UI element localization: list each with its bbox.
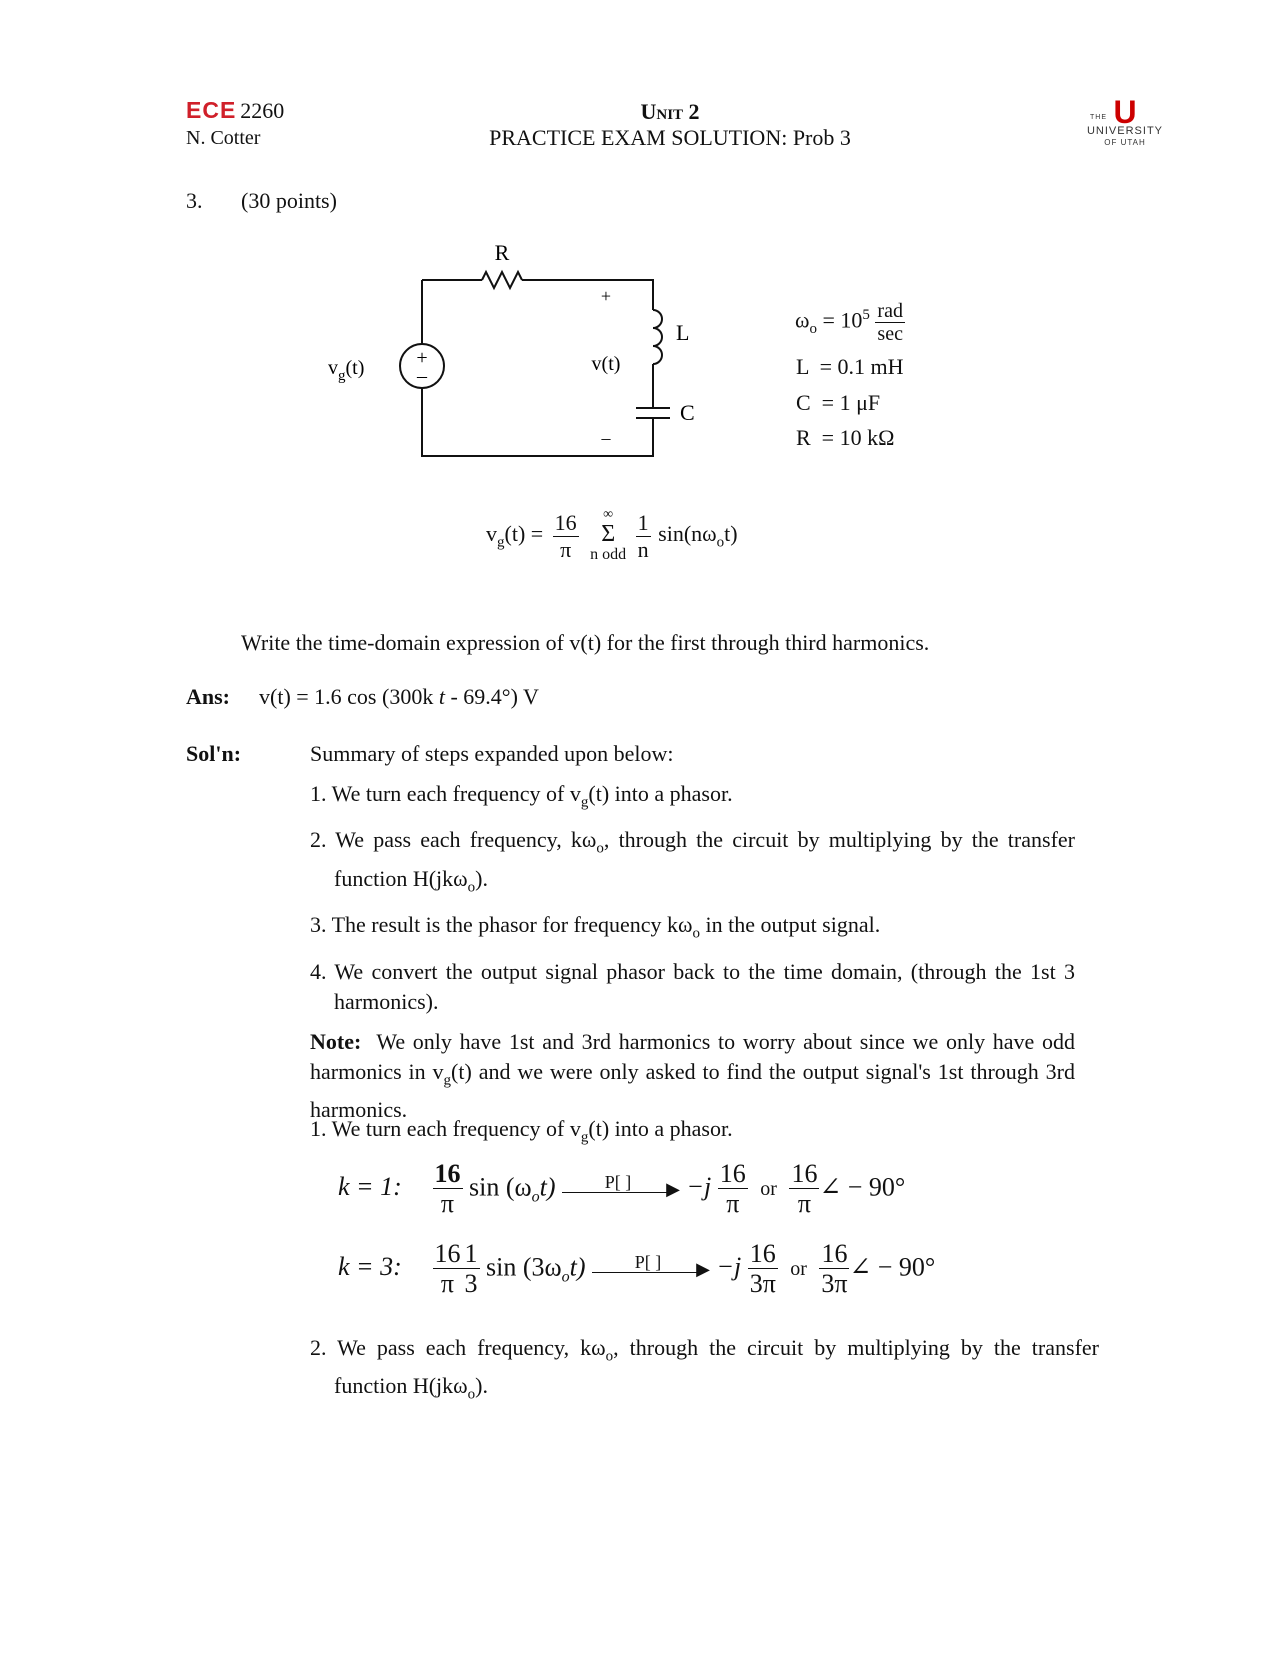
note: Note: We only have 1st and 3rd harmonics to worry about since we only have odd harmonics in $v_g(t)$ and we were only asked to find the output signal's 1st through 3rd harmonics. — [310, 1028, 1075, 1122]
resistance-param: R = 10 kΩ — [796, 425, 895, 450]
circuit-diagram — [300, 240, 700, 480]
exam-subtitle: PRACTICE EXAM SOLUTION: Prob 3 — [489, 125, 851, 150]
label-vg: $v_g(t)$ — [328, 357, 365, 384]
label-C: C — [680, 400, 695, 425]
author: N. Cotter — [186, 127, 261, 149]
step-1: 1. We turn each frequency of $v_g(t)$ into a phasor. — [310, 781, 733, 811]
university-the: THE — [1090, 114, 1107, 121]
page-title — [440, 99, 900, 151]
source-plus: + — [416, 347, 428, 369]
series-formula: $v_g(t)$ = $\frac{16}{\pi}$ ∞ Σ n odd $\frac{1}{n}$ $\sin(n\omega_ot)$ — [486, 507, 738, 563]
u-logo-mark: U — [1113, 94, 1137, 130]
unit-label: Unit 2 — [640, 99, 700, 124]
label-L: L — [676, 320, 690, 345]
university-name-2: OF UTAH — [1104, 138, 1146, 147]
capacitance-param: C = 1 μF — [796, 390, 881, 415]
omega-param: $\omega_o = 10^5$ $\frac{\text{rad}}{\sec}$ — [795, 300, 903, 345]
summary-line: Summary of steps expanded upon below: — [310, 741, 674, 766]
step-2: 2. We pass each frequency, $k\omega_o$, through the circuit by multiplying by the transfer function H(jkω$_o$). — [310, 827, 1075, 896]
solution-body — [310, 739, 1075, 1125]
repeat-step-2: 2. We pass each frequency, $k\omega_o$, through the circuit by multiplying by the transfer function H(jkω$_o$). — [310, 1335, 1099, 1403]
vt-minus: – — [601, 428, 611, 448]
course-number: 2260 — [240, 98, 285, 123]
vt-plus: + — [600, 286, 612, 306]
question-text: Write the time-domain expression of v(t) for the first through third harmonics. — [241, 630, 930, 655]
header-course — [186, 97, 284, 124]
university-logo — [1080, 94, 1170, 148]
inductor-symbol — [653, 310, 662, 364]
university-name-1: UNIVERSITY — [1086, 125, 1163, 137]
ece-logo: ECE — [186, 97, 237, 123]
repeat-step-1: 1. We turn each frequency of $v_g(t)$ into a phasor. — [310, 1116, 733, 1146]
label-vt: v(t) — [591, 353, 621, 375]
phasor-k1: k = 1: $\frac{16}{\pi}$ $\sin (\omega_ot)$ $\frac{P[ ]}{▶}$ −j $\frac{16}{\pi}$ or $\frac{16}{\pi}$ ∠ − 90° — [338, 1159, 906, 1218]
problem-points: (30 points) — [241, 188, 337, 213]
step-3: 3. The result is the phasor for frequency $k\omega_o$ in the output signal. — [310, 912, 881, 942]
source-minus: – — [417, 365, 427, 387]
phasor-k3: k = 3: $\frac{16}{\pi}$ $\frac{1}{3}$ $\sin (3\omega_ot)$ $\frac{P[ ]}{▶}$ −j $\frac{16}{3\pi}$ or $\frac{16}{3\pi}$ ∠ − 90° — [338, 1239, 936, 1298]
label-R: R — [494, 240, 510, 265]
solution-label: Sol'n: — [186, 741, 242, 766]
problem-number: 3. — [186, 188, 203, 213]
answer-label: Ans: — [186, 684, 231, 709]
inductance-param: L = 0.1 mH — [796, 354, 904, 379]
capacitor-symbol — [636, 408, 670, 418]
step-4: 4. We convert the output signal phasor back to the time domain, (through the 1st 3 harmonics). — [310, 958, 1075, 1014]
answer-text: v(t) = 1.6 cos (300k t - 69.4°) V — [259, 684, 539, 709]
resistor-symbol — [482, 272, 522, 288]
